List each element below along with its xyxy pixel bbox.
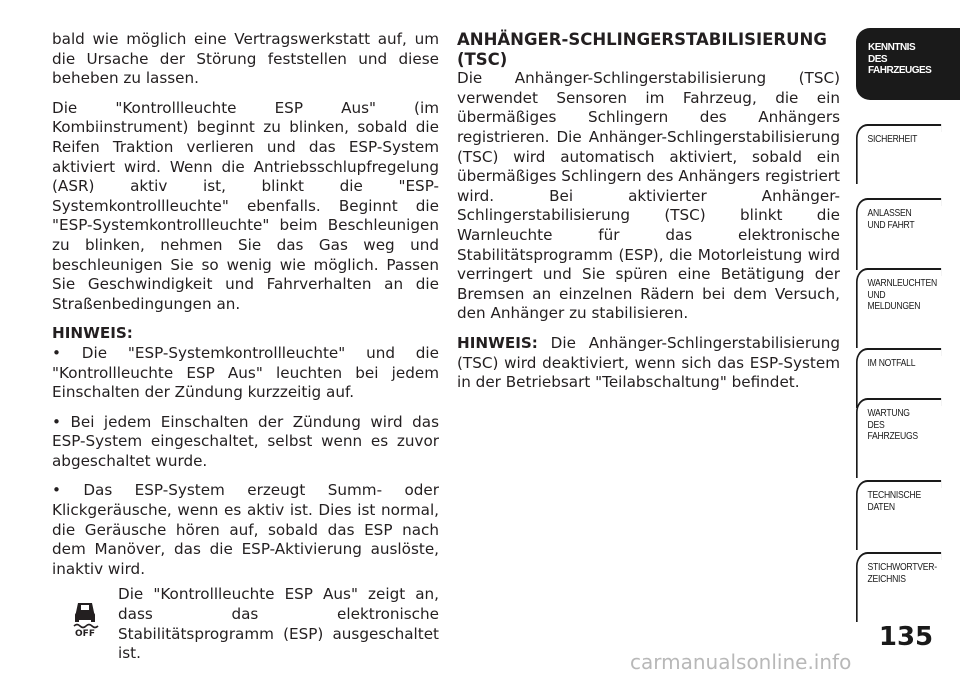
watermark: carmanualsonline.info — [630, 650, 852, 674]
note-heading: HINWEIS: — [52, 324, 133, 343]
tab-warnleuchten[interactable]: WARNLEUCHTEN UND MELDUNGEN — [856, 268, 941, 348]
paragraph: Die "Kontrollleuchte ESP Aus" (im Kombiinstrument) beginnt zu blinken, sobald die Reifen Traktion verlieren und das ESP-System aktiviert wird. Wenn die Antriebsschlupfregelung (ASR) aktiv ist, blinkt die "ESP-Systemkontrollleuchte" ebenfalls. Beginnt die "ESP-Systemkontrollleuchte" beim Beschleunigen zu blinken, nehmen Sie das Gas weg und beschleunigen Sie so wenig wie möglich. Passen Sie Geschwindigkeit und Fahrverhalten an die Straßenbedingungen an. — [52, 98, 439, 313]
bullet-item: • Die "ESP-Systemkontrollleuchte" und die "Kontrollleuchte ESP Aus" leuchten bei jedem Einschalten der Zündung kurzzeitig auf. — [52, 343, 439, 402]
page-number: 135 — [878, 622, 934, 652]
bullet-item: • Bei jedem Einschalten der Zündung wird das ESP-System eingeschaltet, selbst wenn es zuvor abgeschaltet wurde. — [52, 412, 439, 470]
left-column — [52, 30, 439, 664]
tab-sicherheit[interactable]: SICHERHEIT — [856, 124, 941, 184]
note-heading: HINWEIS: — [457, 333, 538, 352]
note-text: Die Anhänger-Schlingerstabilisierung (TSC) wird deaktiviert, wenn sich das ESP-System in der Betriebsart "Teilabschaltung" befindet. — [457, 333, 840, 392]
chapter-tabs — [856, 28, 960, 628]
section-title: ANHÄNGER-SCHLINGERSTABILISIERUNG (TSC) — [457, 30, 827, 69]
tab-kenntnis-des-fahrzeuges[interactable]: KENNTNIS DES FAHRZEUGES — [856, 28, 960, 100]
paragraph: bald wie möglich eine Vertragswerkstatt auf, um die Ursache der Störung feststellen und diese beheben zu lassen. — [52, 30, 439, 88]
note-paragraph — [457, 334, 840, 393]
paragraph: Die Anhänger-Schlingerstabilisierung (TSC) verwendet Sensoren im Fahrzeug, die ein übermäßiges Schlingern des Anhängers registrieren. Die Anhänger-Schlingerstabilisierung (TSC) wird automatisch aktiviert, sobald ein übermäßiges Schlingern des Anhängers registriert wird. Bei aktivierter Anhänger-Schlingerstabilisierung (TSC) blinkt die Warnleuchte für das elektronische Stabilitätsprogramm (ESP), die Motorleistung wird verringert und Sie spüren eine Betätigung der Bremsen an einzelnen Rädern bei dem Versuch, den Anhänger zu stabilisieren. — [457, 69, 840, 323]
esp-off-icon — [70, 599, 100, 637]
tab-stichwortverzeichnis[interactable]: STICHWORTVER- ZEICHNIS — [856, 552, 941, 622]
warning-light-text: Die "Kontrollleuchte ESP Aus" zeigt an, dass das elektronische Stabilitätsprogramm (ESP) ausgeschaltet ist. — [118, 585, 439, 663]
tab-wartung-des-fahrzeugs[interactable]: WARTUNG DES FAHRZEUGS — [856, 398, 941, 478]
tab-im-notfall[interactable]: IM NOTFALL — [856, 348, 941, 408]
icon-off-label: OFF — [75, 629, 95, 638]
tab-anlassen-und-fahrt[interactable]: ANLASSEN UND FAHRT — [856, 198, 941, 270]
right-column — [457, 30, 840, 403]
tab-technische-daten[interactable]: TECHNISCHE DATEN — [856, 480, 941, 550]
warning-light-block — [52, 585, 439, 663]
bullet-item: • Das ESP-System erzeugt Summ- oder Klickgeräusche, wenn es aktiv ist. Dies ist normal, die Geräusche hören auf, sobald das ESP nach dem Manöver, das die ESP-Aktivierung auslöste, inaktiv wird. — [52, 481, 439, 578]
